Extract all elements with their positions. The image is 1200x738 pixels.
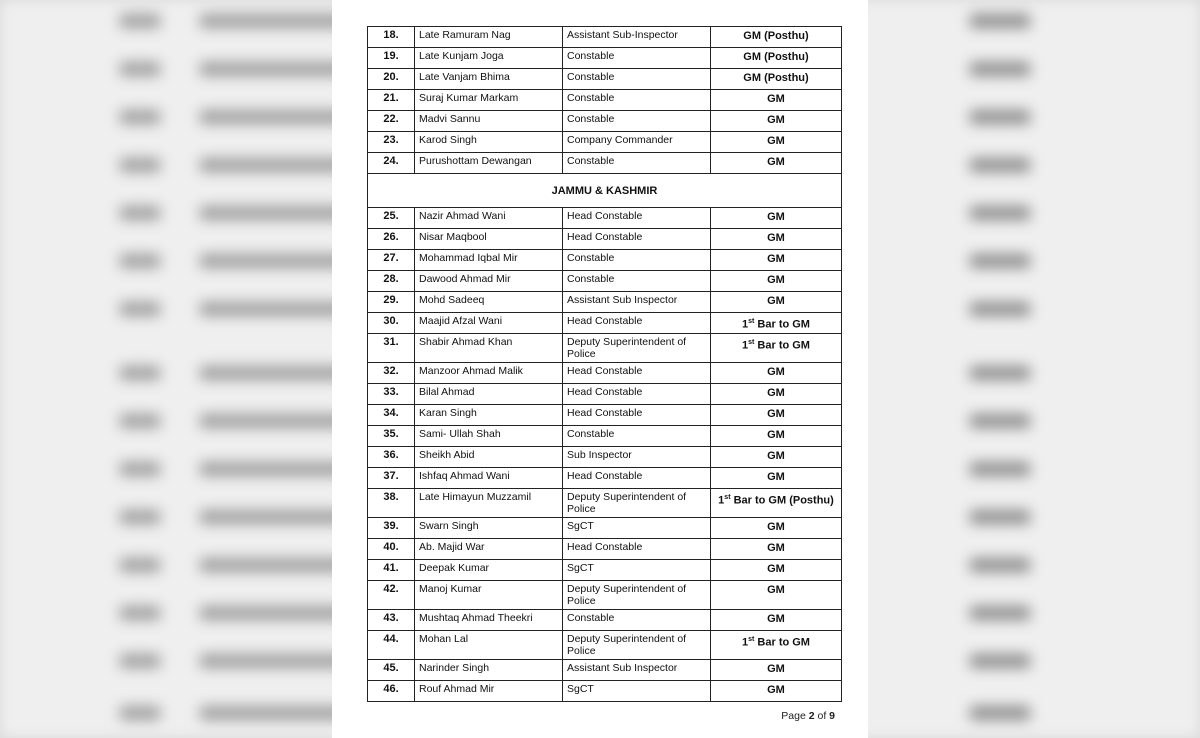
award-ordinal: 1 bbox=[742, 339, 749, 352]
row-rank: Constable bbox=[563, 271, 711, 292]
row-award: GM bbox=[711, 363, 842, 384]
table-row bbox=[368, 447, 842, 468]
row-number: 20. bbox=[368, 69, 415, 90]
row-name: Ishfaq Ahmad Wani bbox=[415, 468, 563, 489]
row-award: GM bbox=[711, 229, 842, 250]
row-name: Manoj Kumar bbox=[415, 581, 563, 610]
awards-table bbox=[367, 26, 842, 702]
row-award: GM bbox=[711, 90, 842, 111]
row-number: 44. bbox=[368, 631, 415, 660]
page-label: Page bbox=[781, 710, 809, 722]
row-number: 31. bbox=[368, 334, 415, 363]
table-row bbox=[368, 384, 842, 405]
row-rank: Assistant Sub Inspector bbox=[563, 292, 711, 313]
section-title: JAMMU & KASHMIR bbox=[368, 174, 842, 208]
award-text: Bar to GM bbox=[754, 636, 810, 649]
row-name: Rouf Ahmad Mir bbox=[415, 681, 563, 702]
row-rank: Deputy Superintendent of Police bbox=[563, 334, 711, 363]
row-award: GM bbox=[711, 208, 842, 229]
row-name: Bilal Ahmad bbox=[415, 384, 563, 405]
award-text: Bar to GM (Posthu) bbox=[730, 494, 834, 507]
row-award: GM (Posthu) bbox=[711, 69, 842, 90]
row-number: 35. bbox=[368, 426, 415, 447]
row-name: Nazir Ahmad Wani bbox=[415, 208, 563, 229]
table-row bbox=[368, 132, 842, 153]
row-name: Dawood Ahmad Mir bbox=[415, 271, 563, 292]
award-ordinal: 1 bbox=[742, 318, 749, 331]
row-name: Deepak Kumar bbox=[415, 560, 563, 581]
section-header bbox=[368, 174, 842, 208]
row-award: GM bbox=[711, 132, 842, 153]
row-number: 39. bbox=[368, 518, 415, 539]
row-number: 33. bbox=[368, 384, 415, 405]
row-rank: Deputy Superintendent of Police bbox=[563, 631, 711, 660]
row-number: 29. bbox=[368, 292, 415, 313]
award-text: Bar to GM bbox=[754, 318, 810, 331]
row-number: 24. bbox=[368, 153, 415, 174]
row-award: GM bbox=[711, 468, 842, 489]
row-rank: Constable bbox=[563, 153, 711, 174]
table-row bbox=[368, 539, 842, 560]
row-award: GM bbox=[711, 610, 842, 631]
row-number: 19. bbox=[368, 48, 415, 69]
page-footer bbox=[781, 710, 835, 722]
table-row bbox=[368, 405, 842, 426]
row-number: 46. bbox=[368, 681, 415, 702]
row-name: Nisar Maqbool bbox=[415, 229, 563, 250]
row-number: 32. bbox=[368, 363, 415, 384]
table-row bbox=[368, 90, 842, 111]
row-name: Karod Singh bbox=[415, 132, 563, 153]
row-rank: Constable bbox=[563, 69, 711, 90]
row-number: 36. bbox=[368, 447, 415, 468]
row-number: 34. bbox=[368, 405, 415, 426]
row-award: GM bbox=[711, 518, 842, 539]
row-number: 23. bbox=[368, 132, 415, 153]
row-award: GM bbox=[711, 660, 842, 681]
row-rank: Head Constable bbox=[563, 363, 711, 384]
row-number: 27. bbox=[368, 250, 415, 271]
row-name: Suraj Kumar Markam bbox=[415, 90, 563, 111]
row-rank: Assistant Sub-Inspector bbox=[563, 27, 711, 48]
row-name: Maajid Afzal Wani bbox=[415, 313, 563, 334]
row-rank: Head Constable bbox=[563, 229, 711, 250]
row-number: 22. bbox=[368, 111, 415, 132]
row-name: Shabir Ahmad Khan bbox=[415, 334, 563, 363]
row-rank: Head Constable bbox=[563, 468, 711, 489]
row-name: Mohan Lal bbox=[415, 631, 563, 660]
award-ordinal-suffix: st bbox=[748, 318, 755, 325]
row-rank: Head Constable bbox=[563, 313, 711, 334]
table-row bbox=[368, 581, 842, 610]
row-name: Mohd Sadeeq bbox=[415, 292, 563, 313]
row-name: Ab. Majid War bbox=[415, 539, 563, 560]
award-ordinal-suffix: st bbox=[748, 636, 755, 643]
row-rank: Constable bbox=[563, 90, 711, 111]
row-name: Sami- Ullah Shah bbox=[415, 426, 563, 447]
table-row bbox=[368, 681, 842, 702]
row-number: 21. bbox=[368, 90, 415, 111]
row-award: GM bbox=[711, 250, 842, 271]
row-name: Sheikh Abid bbox=[415, 447, 563, 468]
row-name: Mohammad Iqbal Mir bbox=[415, 250, 563, 271]
table-row bbox=[368, 489, 842, 518]
row-rank: Assistant Sub Inspector bbox=[563, 660, 711, 681]
row-number: 26. bbox=[368, 229, 415, 250]
table-row bbox=[368, 208, 842, 229]
row-number: 40. bbox=[368, 539, 415, 560]
current-page: 2 bbox=[808, 710, 815, 722]
award-ordinal-suffix: st bbox=[724, 494, 731, 501]
row-award bbox=[711, 631, 842, 660]
total-pages: 9 bbox=[829, 710, 835, 722]
row-rank: SgCT bbox=[563, 560, 711, 581]
table-row bbox=[368, 334, 842, 363]
row-number: 45. bbox=[368, 660, 415, 681]
table-row bbox=[368, 111, 842, 132]
row-award: GM (Posthu) bbox=[711, 27, 842, 48]
row-rank: Constable bbox=[563, 250, 711, 271]
row-award: GM bbox=[711, 292, 842, 313]
row-rank: Sub Inspector bbox=[563, 447, 711, 468]
row-number: 42. bbox=[368, 581, 415, 610]
table-row bbox=[368, 27, 842, 48]
award-ordinal: 1 bbox=[742, 636, 749, 649]
row-number: 37. bbox=[368, 468, 415, 489]
row-award bbox=[711, 313, 842, 334]
table-row bbox=[368, 660, 842, 681]
row-award: GM bbox=[711, 153, 842, 174]
table-body-top bbox=[368, 27, 842, 174]
table-row bbox=[368, 271, 842, 292]
row-name: Late Vanjam Bhima bbox=[415, 69, 563, 90]
table-row bbox=[368, 363, 842, 384]
row-award: GM bbox=[711, 447, 842, 468]
row-name: Karan Singh bbox=[415, 405, 563, 426]
table-row bbox=[368, 468, 842, 489]
row-rank: Constable bbox=[563, 610, 711, 631]
row-award: GM bbox=[711, 539, 842, 560]
row-rank: Constable bbox=[563, 111, 711, 132]
table-row bbox=[368, 518, 842, 539]
row-award: GM bbox=[711, 271, 842, 292]
row-rank: Head Constable bbox=[563, 384, 711, 405]
row-name: Madvi Sannu bbox=[415, 111, 563, 132]
table-row bbox=[368, 69, 842, 90]
row-award: GM (Posthu) bbox=[711, 48, 842, 69]
row-award: GM bbox=[711, 405, 842, 426]
row-award: GM bbox=[711, 560, 842, 581]
row-number: 41. bbox=[368, 560, 415, 581]
row-rank: Constable bbox=[563, 48, 711, 69]
table-body-jk bbox=[368, 208, 842, 702]
row-rank: Deputy Superintendent of Police bbox=[563, 581, 711, 610]
row-name: Mushtaq Ahmad Theekri bbox=[415, 610, 563, 631]
row-name: Narinder Singh bbox=[415, 660, 563, 681]
table-row bbox=[368, 313, 842, 334]
award-ordinal-suffix: st bbox=[748, 339, 755, 346]
table-row bbox=[368, 48, 842, 69]
row-name: Manzoor Ahmad Malik bbox=[415, 363, 563, 384]
row-award: GM bbox=[711, 426, 842, 447]
row-rank: Company Commander bbox=[563, 132, 711, 153]
award-ordinal: 1 bbox=[718, 494, 725, 507]
row-name: Swarn Singh bbox=[415, 518, 563, 539]
award-text: Bar to GM bbox=[754, 339, 810, 352]
row-name: Late Kunjam Joga bbox=[415, 48, 563, 69]
table-row bbox=[368, 292, 842, 313]
row-rank: Head Constable bbox=[563, 208, 711, 229]
row-award: GM bbox=[711, 111, 842, 132]
row-name: Late Himayun Muzzamil bbox=[415, 489, 563, 518]
row-name: Late Ramuram Nag bbox=[415, 27, 563, 48]
row-number: 25. bbox=[368, 208, 415, 229]
table-row bbox=[368, 631, 842, 660]
row-award: GM bbox=[711, 681, 842, 702]
table-row bbox=[368, 250, 842, 271]
row-award: GM bbox=[711, 384, 842, 405]
row-rank: SgCT bbox=[563, 681, 711, 702]
row-number: 38. bbox=[368, 489, 415, 518]
table-row bbox=[368, 229, 842, 250]
row-award bbox=[711, 334, 842, 363]
row-rank: Head Constable bbox=[563, 539, 711, 560]
of-label: of bbox=[814, 710, 830, 722]
document-page bbox=[332, 0, 868, 738]
row-rank: Head Constable bbox=[563, 405, 711, 426]
table-row bbox=[368, 560, 842, 581]
row-name: Purushottam Dewangan bbox=[415, 153, 563, 174]
table-row bbox=[368, 610, 842, 631]
row-rank: SgCT bbox=[563, 518, 711, 539]
table-row bbox=[368, 153, 842, 174]
row-rank: Constable bbox=[563, 426, 711, 447]
row-rank: Deputy Superintendent of Police bbox=[563, 489, 711, 518]
row-number: 30. bbox=[368, 313, 415, 334]
row-award: GM bbox=[711, 581, 842, 610]
row-number: 28. bbox=[368, 271, 415, 292]
row-number: 18. bbox=[368, 27, 415, 48]
table-row bbox=[368, 426, 842, 447]
row-number: 43. bbox=[368, 610, 415, 631]
row-award bbox=[711, 489, 842, 518]
